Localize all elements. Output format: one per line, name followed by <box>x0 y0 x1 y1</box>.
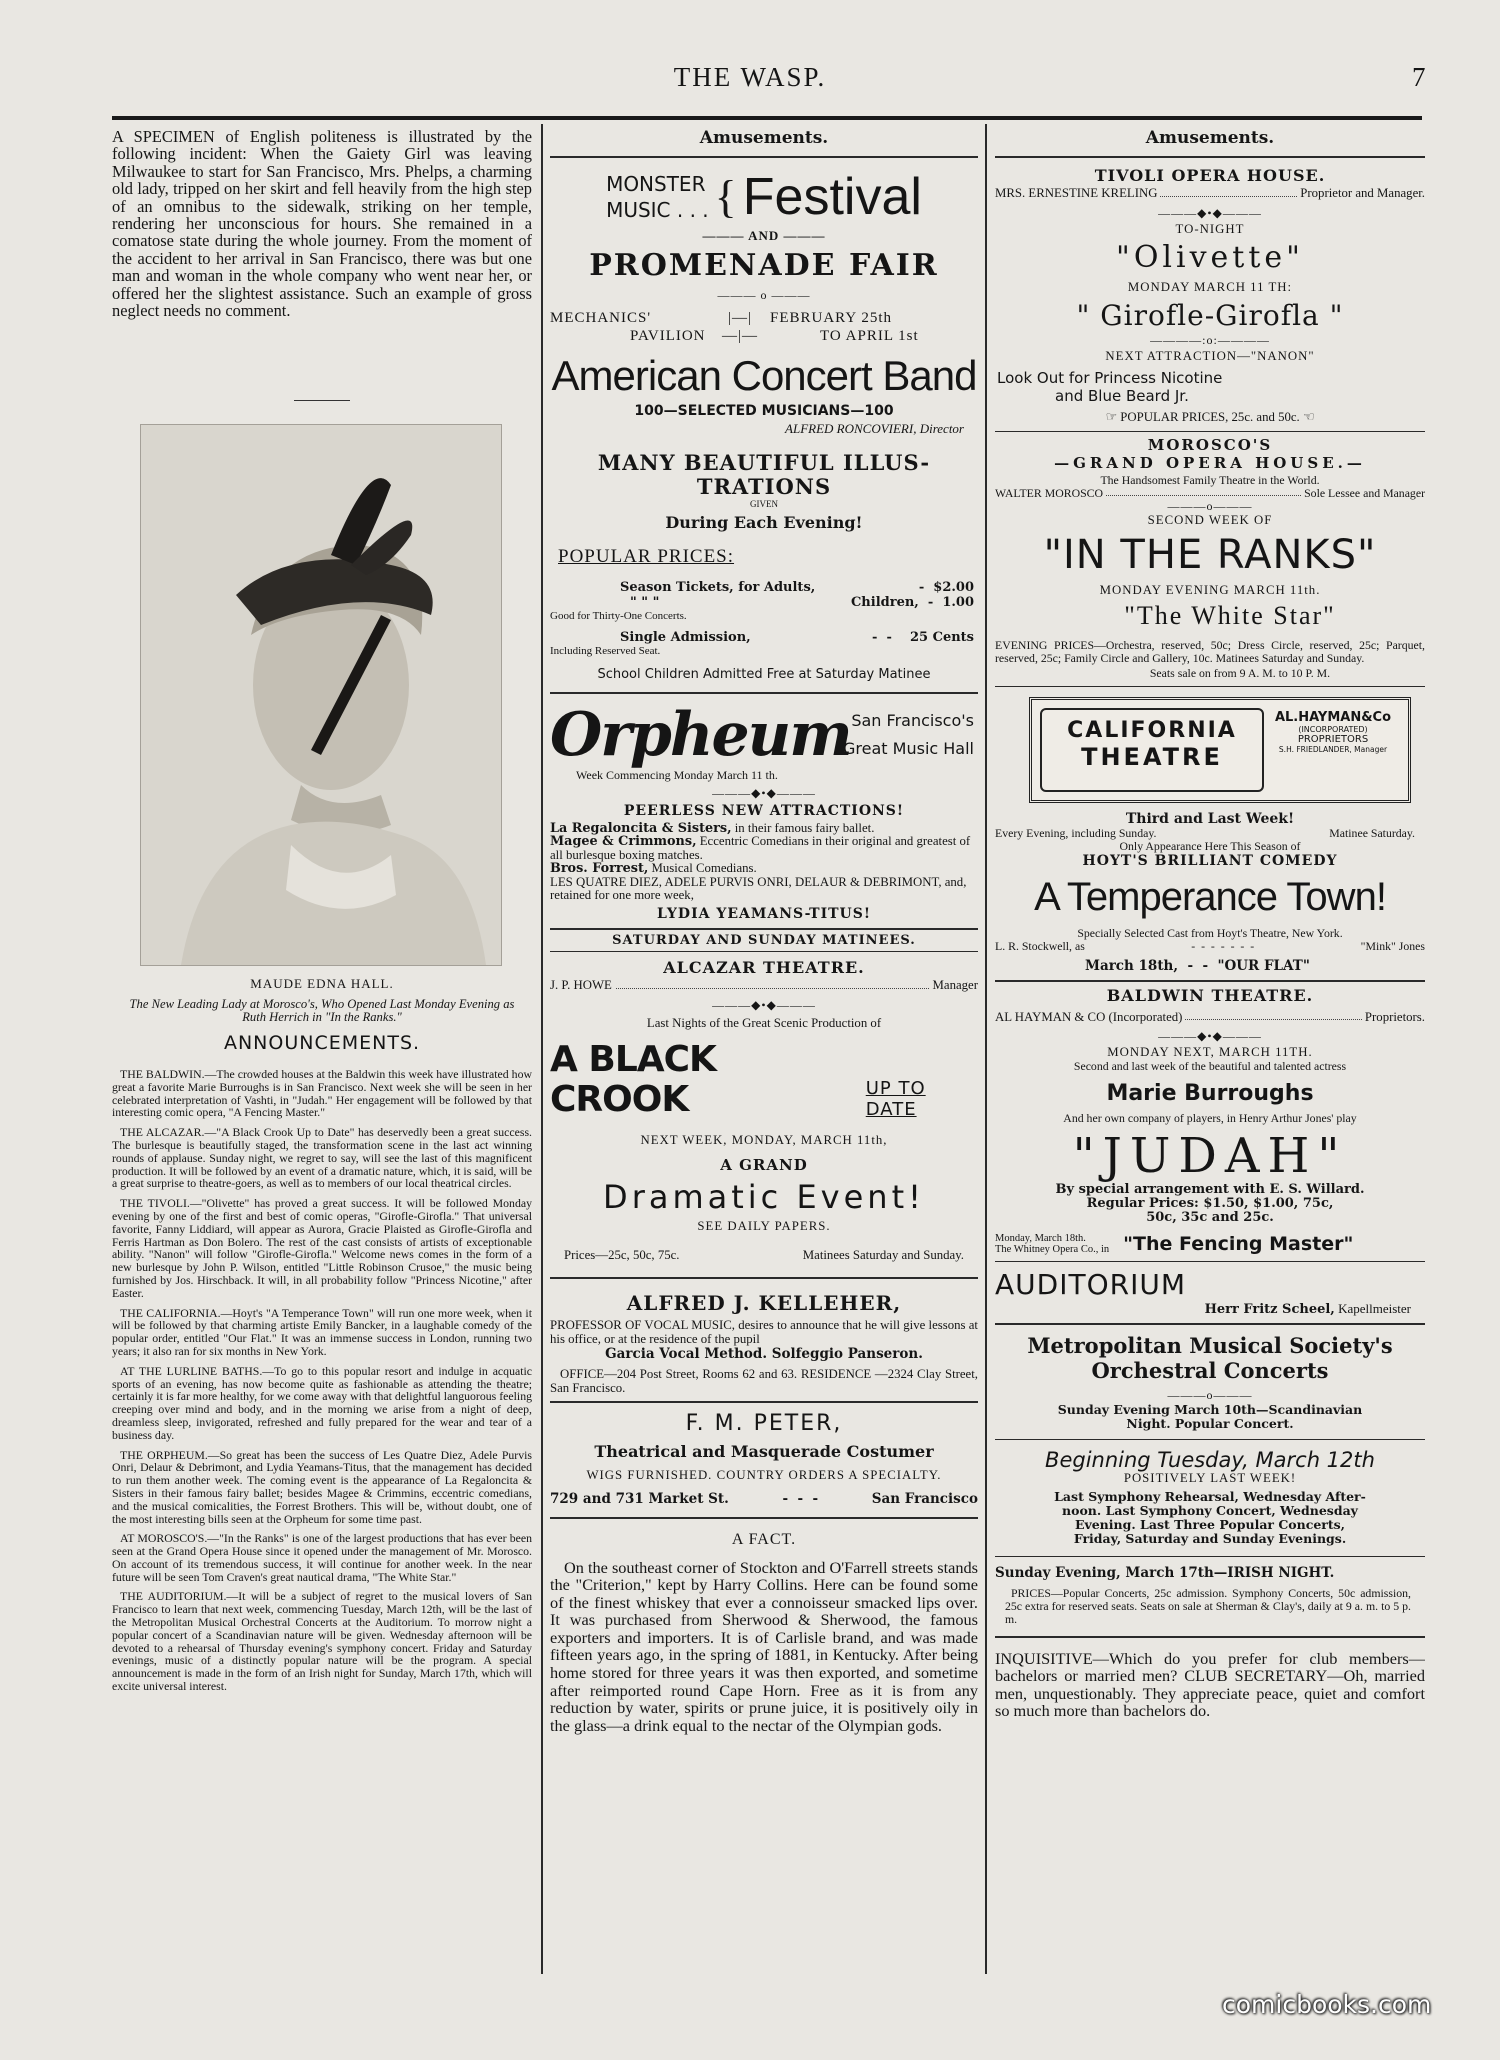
alcazar-grand: A GRAND <box>720 1155 808 1174</box>
hoyt-comedy: HOYT'S BRILLIANT COMEDY <box>1082 852 1338 869</box>
baldwin-arr1: By special arrangement with E. S. Willard. <box>1055 1181 1365 1197</box>
orpheum-matinees: SATURDAY AND SUNDAY MATINEES. <box>612 932 916 948</box>
music-label: MUSIC . . . <box>606 198 709 222</box>
tivoli-tonight: TO-NIGHT <box>1175 221 1245 236</box>
festival-ad: MONSTER MUSIC . . . { Festival ——— AND ——— PROMENADE FAIR ——— o ——— MECHANICS' PAVILION |—| —|— FEBRUARY 25th TO APRIL 1st American Concert Band 100—SELECTED MUSICIANS—100 ALFRED RONCOVIERI, Director MANY BEAUTIFUL ILLUS- TRATIONS GIVEN During Each Evening! POPULAR PRICES: Season Tickets, for Adults, - $2.00 " " " Children, - 1.00 Good for Thirty-One Concerts. Single Admission, - - 25 Cents Including Reserved Seat. School Children Admitted Free at Saturday Matinee <box>550 168 977 682</box>
tivoli-look1: Look Out for Princess Nicotine <box>997 369 1223 388</box>
rule <box>995 1323 1425 1325</box>
alcazar-prices-row: Prices—25c, 50c, 75c. Matinees Saturday and Sunday. <box>564 1248 964 1263</box>
baldwin-second: Second and last week of the beautiful and talented actress <box>1073 1059 1347 1074</box>
watermark: comicbooks.com <box>1222 1990 1432 2019</box>
announcement-alcazar: THE ALCAZAR.—"A Black Crook Up to Date" has deservedly been a great success. The burlesque is beautifully staged, the transformation scene in the last act winning rounds of applause. Sunday night, we regret to say, will see the last of this magnificent production. It will be followed by an event of a dramatic nature, which, it is said, will be a great surprise to theatre-goers, as well as to members of our local theatrical circles. <box>112 1125 532 1191</box>
column-amusements-right <box>995 124 1425 1974</box>
ornament: ——— o ——— <box>717 288 811 302</box>
orpheum-hall: Great Music Hall <box>843 738 974 758</box>
tivoli-title: TIVOLI OPERA HOUSE. <box>1094 166 1326 185</box>
fact-article <box>550 1531 978 1735</box>
announcement-morosco: AT MOROSCO'S.—"In the Ranks" is one of the largest productions that has ever been seen at the Grand Opera House since it opened under the management of Mr. Morosco. On account of its tremendous success, it will continue for another week. In the near future will be seen Tom Craven's great nautical drama, "The White Star." <box>112 1531 532 1584</box>
california-our-flat: March 18th, - - "OUR FLAT" <box>1085 958 1310 975</box>
society-line1: Metropolitan Musical Society's <box>1027 1332 1393 1358</box>
california-theatre-logo: CALIFORNIA THEATRE AL.HAYMAN&Co (INCORPORATED) PROPRIETORS S.H. FRIEDLANDER, Manager <box>1029 697 1411 803</box>
ornament: ———o——— <box>1167 1387 1253 1402</box>
column-divider-2 <box>985 124 987 1974</box>
amusements-title-right: Amusements. <box>1145 128 1275 148</box>
baldwin-ad <box>995 986 1425 1255</box>
announcements-list <box>112 1068 532 1693</box>
temperance-town-title: A Temperance Town! <box>1034 874 1386 919</box>
california-stockwell-row: L. R. Stockwell, as - - - - - - - "Mink" Jones <box>995 938 1425 953</box>
tivoli-prices: ☞ POPULAR PRICES, 25c. and 50c. ☜ <box>1105 410 1315 425</box>
morosco-title: MOROSCO'S <box>1147 436 1273 455</box>
irish-night: Sunday Evening, March 17th—IRISH NIGHT. <box>995 1565 1335 1582</box>
orpheum-acts: La Regaloncita & Sisters, in their famous fairy ballet. Magee & Crimmons, Eccentric Comedians in their original and greatest of all burlesque boxing matches. Bros. Forrest, Musical Comedians. LES QUATRE DIEZ, ADELE PURVIS ONRI, DELAUR & DEBRIMONT, and, retained for one more week, <box>550 820 971 903</box>
auditorium-title: AUDITORIUM <box>995 1268 1186 1302</box>
rule <box>995 1261 1425 1263</box>
rule <box>550 156 978 158</box>
band-heading: American Concert Band <box>551 352 977 399</box>
tivoli-look2: and Blue Beard Jr. <box>1055 387 1189 406</box>
marie-burroughs: Marie Burroughs <box>1106 1080 1314 1106</box>
morosco-goh: —GRAND OPERA HOUSE.— <box>1054 454 1366 473</box>
in-the-ranks-title: "IN THE RANKS" <box>1043 531 1377 578</box>
baldwin-monday: MONDAY NEXT, MARCH 11TH. <box>1107 1045 1313 1060</box>
society-line2: Orchestral Concerts <box>1091 1357 1329 1383</box>
morosco-handsomest: The Handsomest Family Theatre in the World. <box>1100 473 1320 488</box>
alcazar-ad <box>550 958 978 1263</box>
tivoli-ad <box>995 166 1425 425</box>
portrait-illustration <box>141 425 501 965</box>
venue-dates: MECHANICS' PAVILION |—| —|— FEBRUARY 25th TO APRIL 1st <box>550 310 919 344</box>
orpheum-week: Week Commencing Monday March 11 th. <box>576 767 778 782</box>
girofle-title: " Girofle-Girofla " <box>1076 298 1344 332</box>
sunday-line2: Night. Popular Concert. <box>1126 1415 1294 1431</box>
baldwin-proprietor-row: AL HAYMAN & CO (Incorporated) Proprietors. <box>995 1009 1425 1024</box>
rule <box>995 686 1425 688</box>
announcement-baldwin: THE BALDWIN.—The crowded houses at the Baldwin this week have illustrated how great a favorite Marie Burroughs is in San Francisco. Next week she will be seen in her celebrated interpretation of Vashti, in "Judah." Her engagement will be followed by that interesting comic opera, "A Fencing Master." <box>112 1067 532 1120</box>
ornament: ———◆•◆——— <box>712 997 816 1012</box>
kelleher-method: Garcia Vocal Method. Solfeggio Panseron. <box>605 1346 923 1363</box>
photo-subcaption: The New Leading Lady at Morosco's, Who Opened Last Monday Evening as Ruth Herrich in "In the Ranks." <box>129 997 515 1025</box>
peter-name: F. M. PETER, <box>685 1410 843 1436</box>
auditorium-prices: PRICES—Popular Concerts, 25c admission. Symphony Concerts, 50c admission, 25c extra for reserved seats. Seats on sale at Sherman & Clay's, daily at 9 a. m. to 5 p. m. <box>1005 1586 1411 1626</box>
and-label: ——— AND ——— <box>702 228 826 243</box>
california-times-row: Every Evening, including Sunday. Matinee Saturday. <box>995 826 1415 841</box>
peter-ad <box>550 1411 978 1507</box>
auditorium-scheel: Herr Fritz Scheel, Kapellmeister <box>1204 1301 1411 1318</box>
peter-address-row: 729 and 731 Market St. - - - San Francisco <box>550 1490 978 1507</box>
up-to-date-label: UP TO DATE <box>865 1078 926 1121</box>
fencing-master-row: Monday, March 18th. The Whitney Opera Co., in "The Fencing Master" <box>995 1232 1354 1255</box>
during-line: During Each Evening! <box>665 513 863 532</box>
amusements-title: Amusements. <box>699 128 829 148</box>
fact-text: On the southeast corner of Stockton and O'Farrell streets stands the "Criterion," kept by Harry Collins. Here can be found some of the finest whiskey that ever a connoisseur smacked lips over. It was purchased from Sherwood & Sherwood, the famous exporters and importers. It is of Carlisle brand, and was made fifteen years ago, in the spring of 1881, in Kentucky. After being home stored for three years it was then exported, and sometime after reimported round Cape Horn. Free as it is from any reduction by water, spirits or prune juice, it is positively oily in the glass—a drink equal to the nectar of the Olympian gods. <box>550 1557 978 1735</box>
fact-title: A FACT. <box>731 1530 797 1548</box>
ornament: ———◆•◆——— <box>1158 205 1262 220</box>
dramatic-event: Dramatic Event! <box>603 1177 925 1216</box>
baldwin-arr3: 50c, 35c and 25c. <box>1146 1209 1274 1225</box>
rule <box>550 692 978 694</box>
ornament: ———◆•◆——— <box>1158 1029 1262 1044</box>
rule <box>995 1556 1425 1558</box>
morosco-second: SECOND WEEK OF <box>1147 513 1273 528</box>
positively-line: POSITIVELY LAST WEEK! <box>1123 1471 1297 1486</box>
alcazar-title: ALCAZAR THEATRE. <box>663 958 865 978</box>
photo-caption: MAUDE EDNA HALL. <box>250 976 394 991</box>
white-star-title: "The White Star" <box>1124 601 1336 631</box>
illustrations-line-2: TRATIONS <box>696 474 832 499</box>
baldwin-company: And her own company of players, in Henry Arthur Jones' play <box>1063 1110 1357 1125</box>
ticket-prices: Season Tickets, for Adults, - $2.00 " " " Children, - 1.00 Good for Thirty-One Concerts. Single Admission, - - 25 Cents Including Reserved Seat. <box>550 580 974 657</box>
specimen-paragraph: A SPECIMEN of English politeness is illustrated by the following incident: When the Gaiety Girl was leaving Milwaukee to start for San Francisco, Mrs. Phelps, a charming old lady, tripped on her skirt and fell heavily from the high step of an omnibus to the sidewalk, striking on her temple, rendering her unconscious for hours. She remained in a comatose state during the whole journey. From the moment of the accident to her arrival in San Francisco, there was but one man and woman in the whole company who went near her, or offered her the slightest assistance. Such an example of gross neglect needs no comment. <box>112 128 532 321</box>
rule <box>550 1401 978 1403</box>
tivoli-proprietor-row: MRS. ERNESTINE KRELING Proprietor and Manager. <box>995 186 1425 200</box>
rule <box>550 1277 978 1279</box>
ornament: ————:o:———— <box>1150 332 1270 347</box>
rule <box>995 980 1425 982</box>
column-editorial <box>112 124 532 1974</box>
illustrations-line-1: MANY BEAUTIFUL ILLUS- <box>597 450 931 475</box>
california-ad <box>995 697 1425 974</box>
musicians-line: 100—SELECTED MUSICIANS—100 <box>634 403 894 419</box>
last-line2: noon. Last Symphony Concert, Wednesday <box>1062 1502 1358 1518</box>
last-line1: Last Symphony Rehearsal, Wednesday After- <box>1054 1488 1366 1504</box>
short-rule <box>294 400 350 401</box>
orpheum-logo: Orpheum <box>550 699 851 770</box>
morosco-prices: EVENING PRICES—Orchestra, reserved, 50c; Dress Circle, reserved, 25c; Parquet, reserved, 25c; Family Circle and Gallery, 10c. Matinees Saturday and Sunday. <box>995 638 1425 666</box>
announcement-auditorium: THE AUDITORIUM.—It will be a subject of regret to the musical lovers of San Francisco to learn that next week, commencing Tuesday, March 12th, will be the last of the Metropolitan Musical Orchestral Concerts at the Auditorium. To morrow night a popular concert of a Scandinavian nature will be given. Wednesday afternoon will be devoted to a rehearsal of Thursday evening's symphony concert. Friday and Saturday evenings, music of a distinctly popular nature will be the program. A special announcement is made in the form of an Irish night for Sunday, March 17th, which will excite universal interest. <box>112 1589 532 1694</box>
rule <box>995 156 1425 158</box>
alcazar-papers: SEE DAILY PAPERS. <box>697 1218 831 1233</box>
announcement-orpheum: THE ORPHEUM.—So great has been the success of Les Quatre Diez, Adele Purvis Onri, Delaur & Debrimont, and Lydia Yeamans-Titus, that the management has decided to run them another week. The coming event is the appearance of La Regaloncita & Sisters in their famous fairy ballet; besides Magee & Crimmins, eccentric comedians, and the musical comicalities, the Forrest Brothers. This will be, without doubt, one of the most interesting bills seen at the Orpheum for some time past. <box>112 1447 532 1526</box>
kelleher-text: PROFESSOR OF VOCAL MUSIC, desires to announce that he will give lessons at his office, or at the residence of the pupil <box>550 1318 978 1346</box>
masthead-title: THE WASP. <box>673 62 827 92</box>
rule <box>995 1439 1425 1441</box>
olivette-title: "Olivette" <box>1116 240 1304 276</box>
orpheum-ad <box>550 699 978 948</box>
peter-title: Theatrical and Masquerade Costumer <box>594 1441 934 1461</box>
rule <box>550 928 978 930</box>
last-line3: Evening. Last Three Popular Concerts, <box>1074 1516 1346 1532</box>
school-line: School Children Admitted Free at Saturday Matinee <box>597 667 931 682</box>
black-crook-title: A BLACK CROOK <box>550 1039 716 1121</box>
monster-label: MONSTER <box>606 172 706 196</box>
orpheum-peerless: PEERLESS NEW ATTRACTIONS! <box>623 802 905 819</box>
last-line4: Friday, Saturday and Sunday Evenings. <box>1073 1530 1347 1546</box>
baldwin-title: BALDWIN THEATRE. <box>1106 985 1314 1005</box>
kelleher-ad <box>550 1291 978 1395</box>
kelleher-name: ALFRED J. KELLEHER, <box>626 1291 902 1316</box>
kelleher-office: OFFICE—204 Post Street, Rooms 62 and 63. RESIDENCE —2324 Clay Street, San Francisco. <box>550 1367 978 1395</box>
page-number: 7 <box>1412 62 1426 92</box>
tivoli-next: NEXT ATTRACTION—"NANON" <box>1105 348 1315 363</box>
column-amusements-left <box>550 124 978 1974</box>
announcement-california: THE CALIFORNIA.—Hoyt's "A Temperance Town" will run one more week, when it will be followed by that charming artiste Emily Bancker, in a laughable comedy of the popular order, entitled "Our Flat." It was an immense success in London, running two years; it also ran for six months in New York. <box>112 1305 532 1358</box>
auditorium-ad <box>995 1268 1425 1625</box>
rule <box>995 1636 1425 1638</box>
california-spec: Specially Selected Cast from Hoyt's Theatre, New York. <box>1077 925 1343 940</box>
ornament: ———o——— <box>1167 499 1253 514</box>
judah-title: "JUDAH" <box>1072 1127 1348 1184</box>
given-label: GIVEN <box>750 499 778 509</box>
inquisitive-joke: INQUISITIVE—Which do you prefer for club members—bachelors or married men? CLUB SECRETARY—Oh, married men, unquestionably. They appreciate peace, quiet and comfort so much more than bachelors do. <box>995 1648 1425 1721</box>
promenade-heading: PROMENADE FAIR <box>589 248 939 283</box>
rule <box>995 431 1425 433</box>
popular-prices-heading: POPULAR PRICES: <box>558 546 735 567</box>
california-only: Only Appearance Here This Season of <box>1119 838 1301 853</box>
announcements-section <box>112 1032 532 1693</box>
announcements-title: ANNOUNCEMENTS. <box>223 1032 421 1054</box>
festival-heading: Festival <box>742 168 922 226</box>
announcement-tivoli: THE TIVOLI.—"Olivette" has proved a great success. It will be followed Monday evening by one of the first and best of comic operas, "Girofle-Girofla." That universal favorite, Fanny Liddiard, will appear as Aurora, Gracie Plaisted as Girofle-Girofla and Ferris Hartman as Don Bolero. The rest of the cast consists of artists of exceptionable ability. "Nanon" will follow "Girofle-Girofla." Welcome news comes in the form of a new burlesque by John P. Wilson, entitled "Little Robinson Crusoe," the music being furnished by Jos. Hirschback. It will, in all probability follow "Princess Nicotine," after Easter. <box>112 1196 532 1300</box>
baldwin-arr2: Regular Prices: $1.50, $1.00, 75c, <box>1086 1195 1334 1211</box>
photo-caption-block <box>112 976 532 1025</box>
morosco-monday: MONDAY EVENING MARCH 11th. <box>1099 582 1321 597</box>
morosco-ad <box>995 436 1425 679</box>
portrait-photo <box>140 424 502 966</box>
orpheum-lydia: LYDIA YEAMANS-TITUS! <box>656 906 872 923</box>
ornament: ———◆•◆——— <box>712 785 816 800</box>
peter-wigs: WIGS FURNISHED. COUNTRY ORDERS A SPECIALTY. <box>586 1467 942 1482</box>
california-third: Third and Last Week! <box>1125 811 1295 828</box>
morosco-seats: Seats sale on from 9 A. M. to 10 P. M. <box>1149 665 1331 680</box>
morosco-lessee-row: WALTER MOROSCO Sole Lessee and Manager <box>995 486 1425 501</box>
alcazar-last: Last Nights of the Great Scenic Production of <box>646 1015 882 1030</box>
orpheum-sf: San Francisco's <box>851 710 974 730</box>
sunday-line1: Sunday Evening March 10th—Scandinavian <box>1057 1401 1363 1417</box>
director-line: ALFRED RONCOVIERI, Director <box>785 421 964 436</box>
column-divider-1 <box>541 124 543 1974</box>
rule <box>550 951 978 953</box>
alcazar-next: NEXT WEEK, MONDAY, MARCH 11th, <box>640 1133 888 1148</box>
rule <box>550 1517 978 1519</box>
tivoli-monday: MONDAY MARCH 11 TH: <box>1127 280 1293 295</box>
alcazar-manager-row: J. P. HOWE Manager <box>550 978 978 993</box>
header-rule <box>112 116 1422 120</box>
beginning-line: Beginning Tuesday, March 12th <box>1045 1448 1375 1473</box>
announcement-lurline: AT THE LURLINE BATHS.—To go to this popular resort and indulge in acquatic sports of an evening, has now become quite as fashionable as attending the theatre; certainly it is far more healthy, for we come away with that delightful languorous feeling creeping over mind and body, and in the morning we arise from a night of deep, dreamless sleep, invigorated, refreshed and fully prepared for the wear and tear of a business day. <box>112 1363 532 1442</box>
